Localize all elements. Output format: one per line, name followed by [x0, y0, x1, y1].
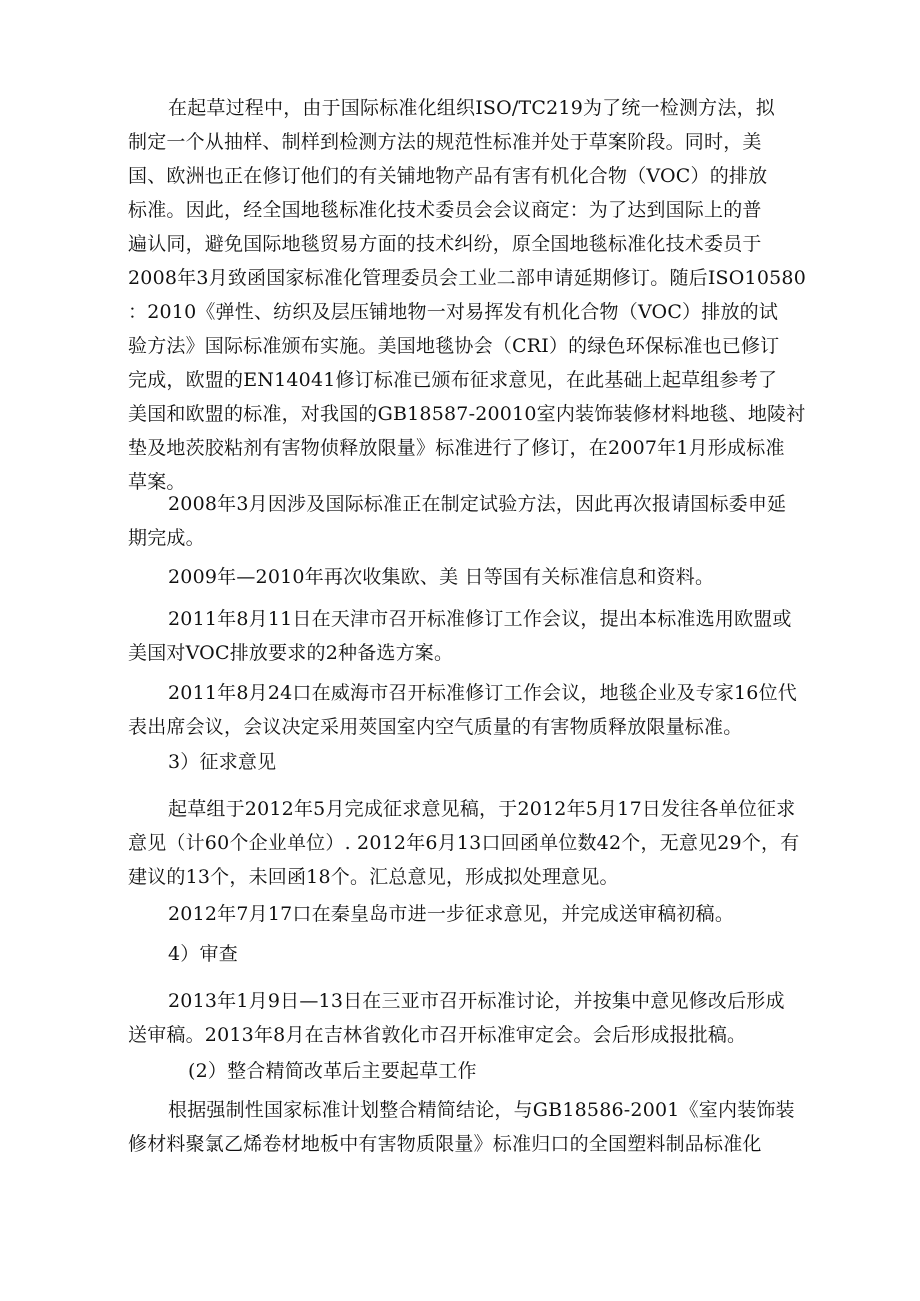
paragraph-2011-tianjin	[128, 602, 800, 670]
text-line: 2011年8月24口在威海市召开标准修订工作会议，地毯企业及专家16位代	[168, 682, 797, 704]
paragraph-2009-2010	[128, 560, 800, 594]
text-line: 期完成。	[128, 527, 205, 549]
paragraph-drafting-process	[128, 91, 806, 499]
text-line: 验方法》国际标准颁布实施。美国地毯协会（CRI）的绿色环保标准也已修订	[128, 335, 780, 357]
text-line: 送审稿。2013年8月在吉林省敦化市召开标准审定会。会后形成报批稿。	[128, 1024, 747, 1046]
heading-review	[128, 937, 800, 971]
text-line: 2009年—2010年再次收集欧、美 日等国有关标准信息和资料。	[168, 566, 715, 588]
paragraph-2013-review	[128, 984, 800, 1052]
paragraph-2012-draft	[128, 792, 800, 894]
text-line: 意见（计60个企业单位）. 2012年6月13口回函单位数42个，无意见29个，有	[128, 832, 800, 854]
heading-solicit-opinions	[128, 745, 800, 779]
section-heading: (2）整合精简改革后主要起草工作	[188, 1060, 477, 1082]
text-line: 起草组于2012年5月完成征求意见稿，于2012年5月17日发往各单位征求	[168, 798, 796, 820]
text-line: 2008年3月因涉及国际标准正在制定试验方法，因此再次报请国标委申延	[168, 493, 787, 515]
text-line: 建议的13个，未回函18个。汇总意见，形成拟处理意见。	[128, 866, 619, 888]
text-line: 国、欧洲也正在修订他们的有关铺地物产品有害有机化合物（VOC）的排放	[128, 165, 768, 187]
text-line: 垫及地茨胶粘剂有害物侦释放限量》标准进行了修订，在2007年1月形成标准	[128, 437, 785, 459]
text-line: ：2010《弹性、纺织及层压铺地物一对易挥发有机化合物（VOC）排放的试	[128, 301, 779, 323]
text-line: 表出席会议，会议决定采用莢国室内空气质量的有害物质释放限量标准。	[128, 716, 743, 738]
text-line: 美国对VOC排放要求的2种备选方案。	[128, 642, 454, 664]
text-line: 遍认同，避免国际地毯贸易方面的技术纠纷，原全国地毯标准化技术委员于	[128, 233, 762, 255]
paragraph-2012-qinhuangdao	[128, 897, 800, 931]
section-heading: 3）征求意见	[168, 751, 277, 773]
paragraph-2011-weihai	[128, 676, 800, 744]
text-line: 草案。	[128, 471, 186, 493]
text-line: 标准。因此，经全国地毯标准化技术委员会会议商定：为了达到国际上的普	[128, 199, 762, 221]
paragraph-consolidation	[128, 1093, 800, 1161]
text-line: 在起草过程中，由于国际标准化组织ISO/TC219为了统一检测方法，拟	[168, 97, 775, 119]
text-line: 修材料聚氯乙烯卷材地板中有害物质限量》标准归口的全国塑料制品标准化	[128, 1133, 762, 1155]
paragraph-2008-extension	[128, 487, 800, 555]
text-line: 2008年3月致函国家标准化管理委员会工业二部申请延期修订。随后ISO10580	[128, 267, 806, 289]
heading-consolidation	[128, 1054, 800, 1088]
text-line: 2012年7月17口在秦皇岛市进一步征求意见，并完成送审稿初稿。	[168, 903, 735, 925]
section-heading: 4）审查	[168, 943, 238, 965]
text-line: 2011年8月11日在天津市召开标准修订工作会议，提出本标准选用欧盟或	[168, 608, 792, 630]
text-line: 2013年1月9日—13日在三亚市召开标准讨论，并按集中意见修改后形成	[168, 990, 785, 1012]
text-line: 完成，欧盟的EN14041修订标准已颁布征求意见，在此基础上起草组参考了	[128, 369, 778, 391]
text-line: 美国和欧盟的标准，对我国的GB18587-20010室内装饰装修材料地毯、地陵衬	[128, 403, 806, 425]
text-line: 制定一个从抽样、制样到检测方法的规范性标准并处于草案阶段。同时，美	[128, 131, 762, 153]
text-line: 根据强制性国家标准计划整合精简结论，与GB18586-2001《室内装饰装	[168, 1099, 795, 1121]
